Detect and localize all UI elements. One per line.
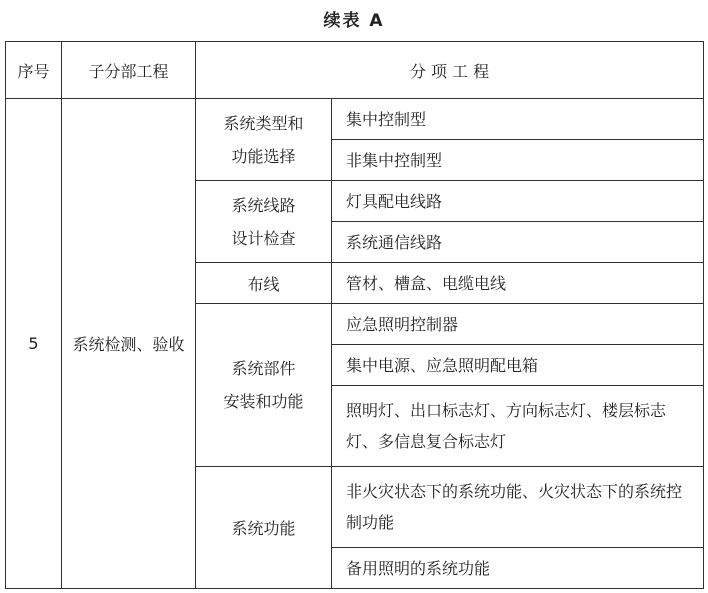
group-name-cell: [196, 99, 332, 181]
header-no: 序号: [6, 42, 62, 99]
item-cell: 照明灯、出口标志灯、方向标志灯、楼层标志灯、多信息复合标志灯: [332, 386, 704, 467]
item-cell: 系统通信线路: [332, 222, 704, 263]
item-cell: 管材、槽盒、电缆电线: [332, 263, 704, 304]
header-row: [6, 42, 704, 99]
inspection-table: [5, 41, 704, 589]
group-name-cell: 系统功能: [196, 467, 332, 589]
group-name-cell: [196, 304, 332, 467]
table-row: [6, 99, 704, 140]
group-name-line: 安装和功能: [223, 392, 304, 411]
item-cell: 非火灾状态下的系统功能、火灾状态下的系统控制功能: [332, 467, 704, 548]
header-item-project: 分 项 工 程: [196, 42, 704, 99]
group-name-line: 系统部件: [231, 359, 296, 378]
row-number-cell: 5: [6, 99, 62, 589]
table-title: 续表 A: [323, 11, 385, 31]
group-name-line: 设计检查: [231, 228, 296, 248]
header-sub-project: 子分部工程: [62, 42, 196, 99]
group-name-line: 功能选择: [231, 146, 296, 166]
sub-project-cell: 系统检测、验收: [62, 99, 196, 589]
item-cell: 非集中控制型: [332, 140, 704, 181]
item-cell: 灯具配电线路: [332, 181, 704, 222]
group-name-line: 系统类型和: [223, 113, 304, 133]
item-cell: 备用照明的系统功能: [332, 548, 704, 589]
item-cell: 集中电源、应急照明配电箱: [332, 345, 704, 386]
group-name-cell: [196, 181, 332, 263]
item-cell: 应急照明控制器: [332, 304, 704, 345]
group-name-cell: 布线: [196, 263, 332, 304]
group-name-line: 系统线路: [231, 195, 296, 215]
item-cell: 集中控制型: [332, 99, 704, 140]
